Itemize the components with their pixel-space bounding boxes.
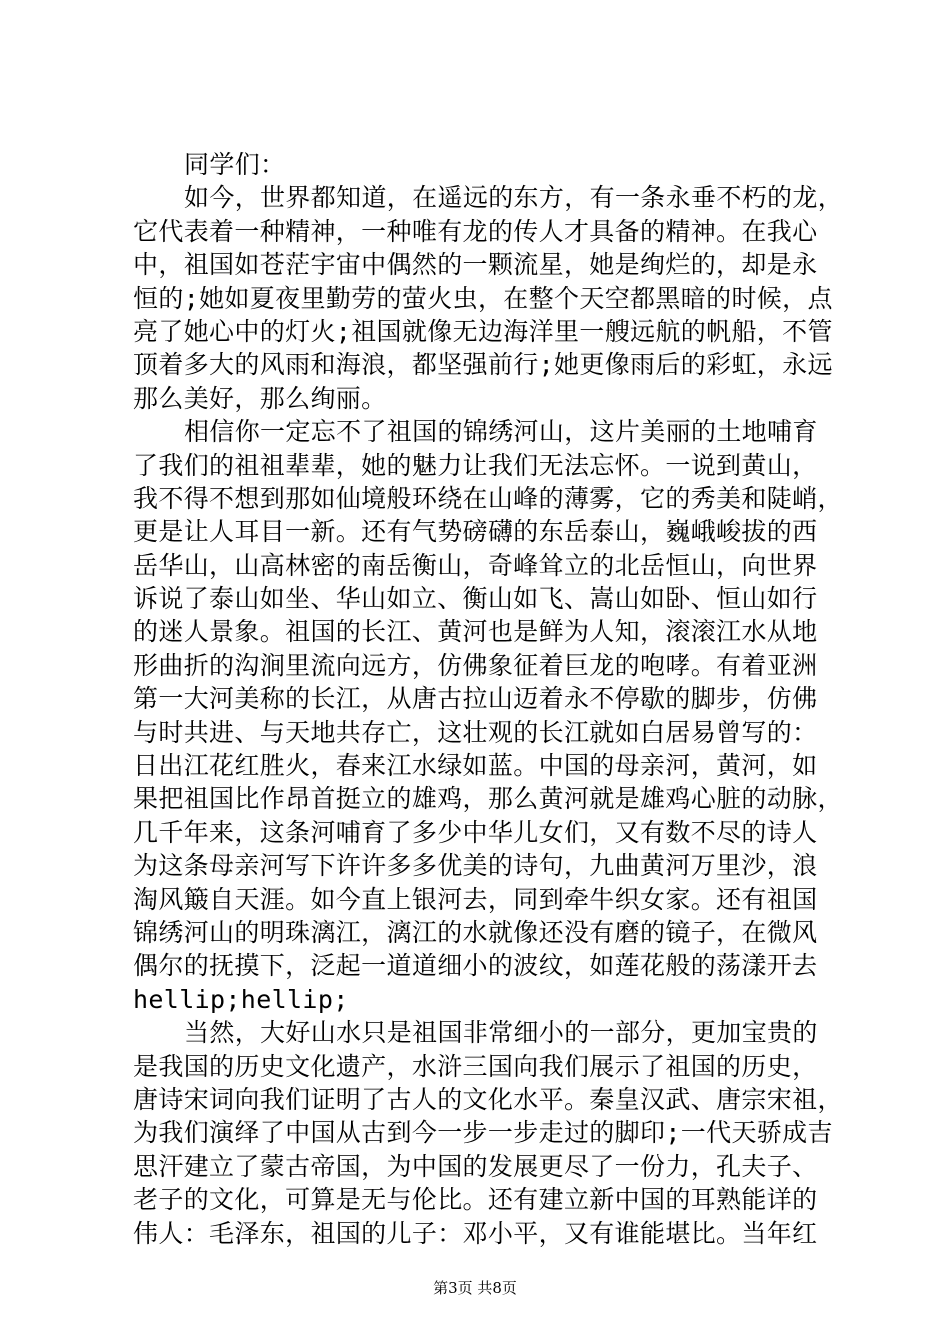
paragraph-1-line: 它代表着一种精神，一种唯有龙的传人才具备的精神。在我心 (133, 216, 818, 246)
paragraph-2-line: 偶尔的抚摸下，泛起一道道细小的波纹，如莲花般的荡漾开去 (133, 951, 818, 981)
paragraph-2-line: 的迷人景象。祖国的长江、黄河也是鲜为人知，滚滚江水从地 (133, 617, 818, 647)
paragraph-3-line: 老子的文化，可算是无与伦比。还有建立新中国的耳熟能详的 (133, 1185, 818, 1215)
paragraph-3-line: 思汗建立了蒙古帝国，为中国的发展更尽了一份力，孔夫子、 (133, 1151, 818, 1181)
paragraph-2-line: 第一大河美称的长江，从唐古拉山迈着永不停歇的脚步，仿佛 (133, 684, 818, 714)
paragraph-3-line: 为我们演绎了中国从古到今一步一步走过的脚印;一代天骄成吉 (133, 1118, 833, 1148)
paragraph-2-line: 更是让人耳目一新。还有气势磅礴的东岳泰山，巍峨峻拔的西 (133, 517, 818, 547)
paragraph-1-line: 如今，世界都知道，在遥远的东方，有一条永垂不朽的龙， (184, 183, 844, 213)
paragraph-2-line: 几千年来，这条河哺育了多少中华儿女们，又有数不尽的诗人 (133, 817, 818, 847)
paragraph-2-line: 相信你一定忘不了祖国的锦绣河山，这片美丽的土地哺育 (184, 417, 818, 447)
paragraph-3-line: 是我国的历史文化遗产，水浒三国向我们展示了祖国的历史， (133, 1051, 818, 1081)
paragraph-2-line: 日出江花红胜火，春来江水绿如蓝。中国的母亲河，黄河，如 (133, 751, 818, 781)
paragraph-2-line: 锦绣河山的明珠漓江，漓江的水就像还没有磨的镜子，在微风 (133, 917, 818, 947)
paragraph-1-line: 亮了她心中的灯火;祖国就像无边海洋里一艘远航的帆船，不管 (133, 316, 833, 346)
paragraph-2-line: 淘风簸自天涯。如今直上银河去，同到牵牛织女家。还有祖国 (133, 884, 818, 914)
page-number-footer: 第3页 共8页 (433, 1279, 517, 1297)
paragraph-2-line: 诉说了泰山如坐、华山如立、衡山如飞、嵩山如卧、恒山如行 (133, 584, 818, 614)
paragraph-3-line: 伟人：毛泽东，祖国的儿子：邓小平，又有谁能堪比。当年红 (133, 1218, 818, 1248)
paragraph-1-line: 恒的;她如夏夜里勤劳的萤火虫，在整个天空都黑暗的时候，点 (133, 283, 833, 313)
paragraph-2-line: 果把祖国比作昂首挺立的雄鸡，那么黄河就是雄鸡心脏的动脉， (133, 784, 843, 814)
paragraph-3-line: 唐诗宋词向我们证明了古人的文化水平。秦皇汉武、唐宗宋祖， (133, 1084, 843, 1114)
paragraph-2-line: 为这条母亲河写下许许多多优美的诗句，九曲黄河万里沙，浪 (133, 851, 818, 881)
paragraph-2-line: 与时共进、与天地共存亡，这壮观的长江就如白居易曾写的： (133, 717, 818, 747)
paragraph-1-line: 中，祖国如苍茫宇宙中偶然的一颗流星，她是绚烂的，却是永 (133, 250, 818, 280)
paragraph-2-line: hellip;hellip; (133, 984, 349, 1014)
document-body (133, 148, 844, 1250)
paragraph-2-line: 岳华山，山高林密的南岳衡山，奇峰耸立的北岳恒山，向世界 (133, 550, 818, 580)
salutation-line: 同学们： (184, 150, 286, 179)
paragraph-2-line: 了我们的祖祖辈辈，她的魅力让我们无法忘怀。一说到黄山， (133, 450, 818, 480)
paragraph-1-line: 顶着多大的风雨和海浪，都坚强前行;她更像雨后的彩虹，永远 (133, 350, 833, 380)
paragraph-2-line: 我不得不想到那如仙境般环绕在山峰的薄雾，它的秀美和陡峭， (133, 483, 843, 513)
paragraph-2-line: 形曲折的沟涧里流向远方，仿佛象征着巨龙的咆哮。有着亚洲 (133, 650, 818, 680)
paragraph-3-line: 当然，大好山水只是祖国非常细小的一部分，更加宝贵的 (184, 1018, 818, 1048)
paragraph-1-line: 那么美好，那么绚丽。 (133, 383, 387, 413)
